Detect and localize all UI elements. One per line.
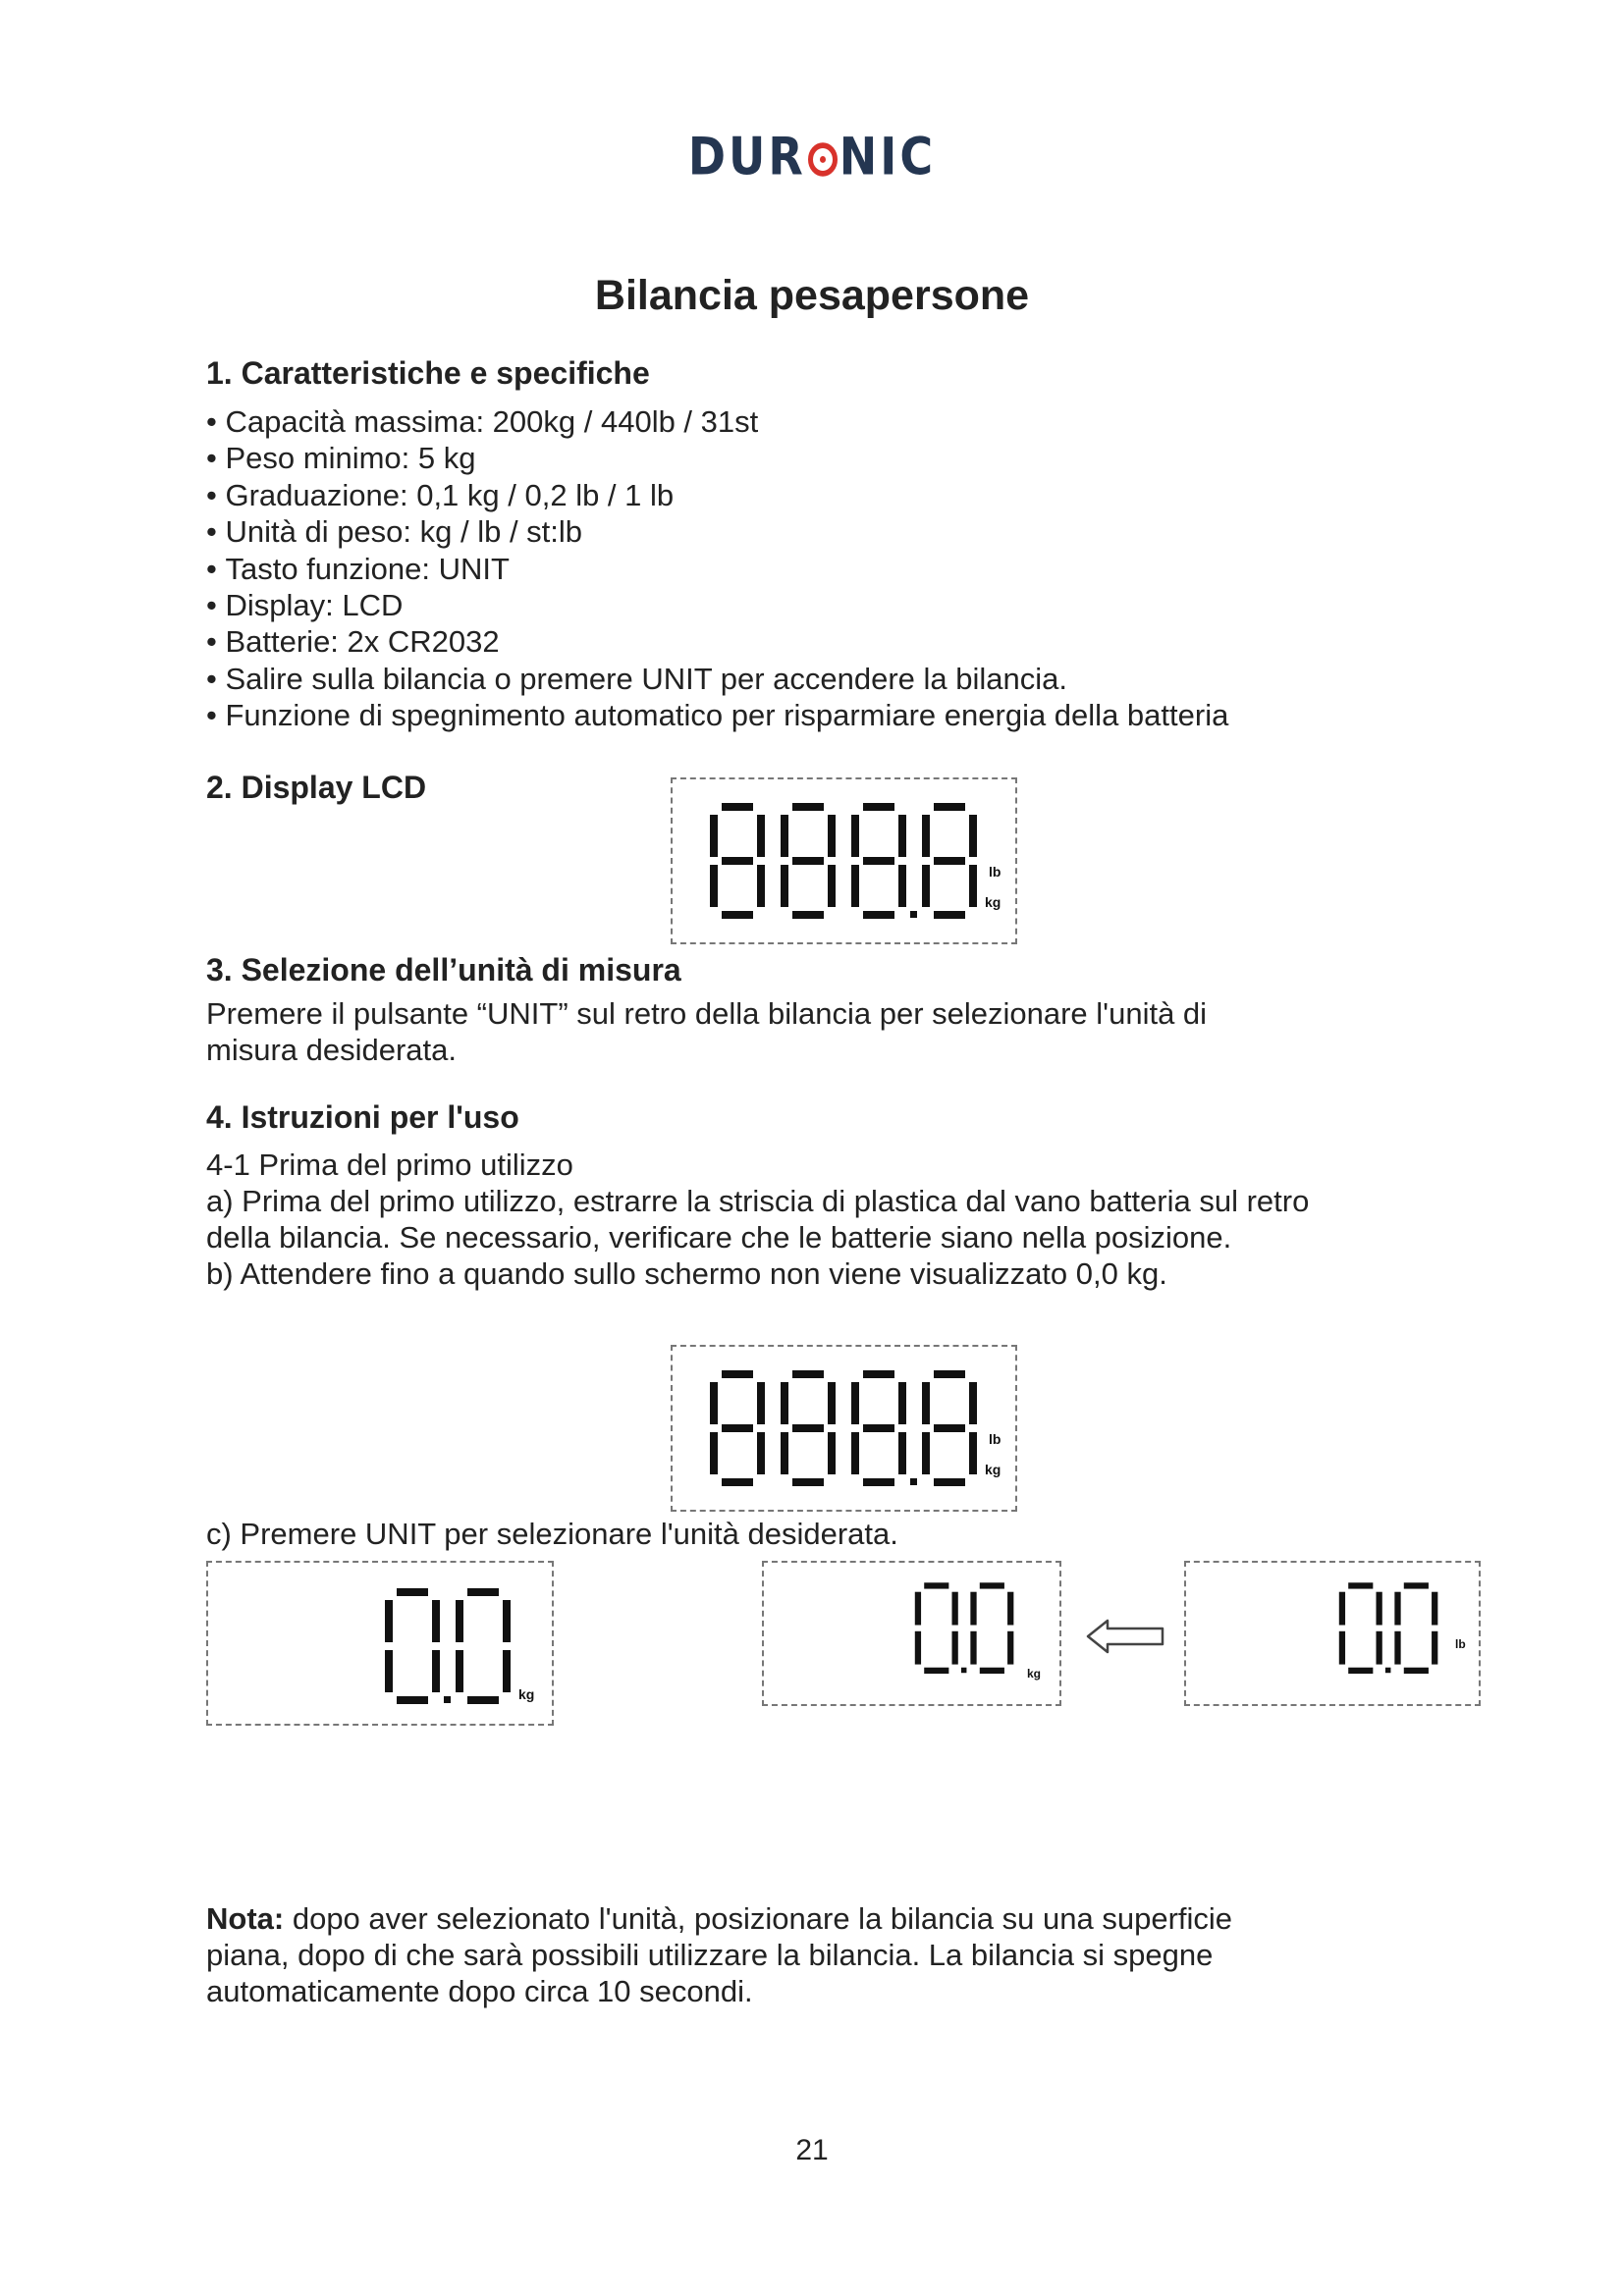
lcd-segment <box>851 815 859 857</box>
note-text: piana, dopo di che sarà possibili utilizzare la bilancia. La bilancia si spegne <box>206 1938 1214 1972</box>
lcd-segment <box>898 1432 906 1474</box>
lcd-segment <box>1394 1592 1400 1626</box>
lcd-segment <box>710 865 718 907</box>
power-ring-icon <box>808 142 838 177</box>
lcd-segment <box>1394 1631 1400 1665</box>
lcd-segment <box>915 1592 921 1626</box>
lcd-segment <box>851 1432 859 1474</box>
brand-logo-left: DUR <box>687 125 806 187</box>
lcd-segment <box>898 815 906 857</box>
lcd-segment <box>828 1382 836 1424</box>
lcd-digits <box>1333 1576 1451 1684</box>
subheading: 4-1 Prima del primo utilizzo <box>206 1148 573 1182</box>
spec-item: • Graduazione: 0,1 kg / 0,2 lb / 1 lb <box>206 477 1228 513</box>
lcd-segment <box>792 1478 824 1486</box>
page-title: Bilancia pesapersone <box>594 272 1030 319</box>
lcd-segment <box>397 1588 428 1596</box>
lcd-segment <box>1404 1668 1429 1674</box>
text-line: misura desiderata. <box>206 1033 458 1067</box>
lcd-segment <box>1432 1631 1437 1665</box>
spec-item: • Unità di peso: kg / lb / st:lb <box>206 513 1228 550</box>
note-text: automaticamente dopo circa 10 secondi. <box>206 1974 753 2008</box>
section-4-heading: 4. Istruzioni per l'uso <box>206 1099 519 1135</box>
lcd-segment <box>828 1432 836 1474</box>
lcd-segment <box>710 1432 718 1474</box>
lcd-digits <box>704 1362 989 1500</box>
lcd-segment <box>503 1600 511 1642</box>
lcd-segment <box>863 803 894 811</box>
spec-item: • Salire sulla bilancia o premere UNIT per accendere la bilancia. <box>206 661 1228 697</box>
lcd-segment <box>1348 1582 1373 1588</box>
spec-item: • Capacità massima: 200kg / 440lb / 31st <box>206 403 1228 440</box>
section-1-heading: 1. Caratteristiche e specifiche <box>206 355 650 391</box>
lcd-segment <box>792 857 824 865</box>
unit-label-kg: kg <box>518 1686 535 1702</box>
lcd-segment <box>1007 1631 1013 1665</box>
section-4-text <box>206 1147 1309 1292</box>
lcd-segment <box>828 815 836 857</box>
text-line: della bilancia. Se necessario, verificare che le batterie siano nella posizione. <box>206 1220 1232 1255</box>
lcd-segment <box>503 1650 511 1692</box>
lcd-segment <box>915 1631 921 1665</box>
lcd-segment <box>969 865 977 907</box>
lcd-decimal-point <box>910 1478 917 1485</box>
lcd-segment <box>722 803 753 811</box>
unit-label-kg: kg <box>985 894 1001 910</box>
lcd-decimal-point <box>1385 1668 1391 1674</box>
lcd-display-zero-lb <box>1184 1561 1481 1706</box>
spec-list <box>206 403 1228 734</box>
lcd-segment <box>952 1631 958 1665</box>
lcd-segment <box>1377 1592 1382 1626</box>
unit-label-kg: kg <box>985 1462 1001 1477</box>
lcd-segment <box>980 1582 1004 1588</box>
unit-label-lb: lb <box>989 1431 1001 1447</box>
lcd-segment <box>898 865 906 907</box>
lcd-segment <box>952 1592 958 1626</box>
note-paragraph <box>206 1900 1232 2009</box>
lcd-segment <box>432 1650 440 1692</box>
lcd-segment <box>924 1668 948 1674</box>
lcd-segment <box>757 1382 765 1424</box>
lcd-segment <box>781 1432 788 1474</box>
text-line: a) Prima del primo utilizzo, estrarre la striscia di plastica dal vano batteria sul retro <box>206 1184 1310 1218</box>
lcd-segment <box>792 1424 824 1432</box>
lcd-segment <box>385 1650 393 1692</box>
section-3-text <box>206 995 1207 1068</box>
lcd-segment <box>757 865 765 907</box>
text-line: b) Attendere fino a quando sullo schermo non viene visualizzato 0,0 kg. <box>206 1256 1167 1291</box>
lcd-display-full <box>671 777 1017 944</box>
lcd-decimal-point <box>910 911 917 918</box>
lcd-segment <box>924 1582 948 1588</box>
lcd-display-zero-kg-2 <box>762 1561 1061 1706</box>
note-label: Nota: <box>206 1901 285 1936</box>
lcd-segment <box>922 815 930 857</box>
spec-item: • Display: LCD <box>206 587 1228 623</box>
lcd-segment <box>432 1600 440 1642</box>
lcd-segment <box>467 1588 499 1596</box>
lcd-segment <box>934 803 965 811</box>
text-line: Premere il pulsante “UNIT” sul retro della bilancia per selezionare l'unità di <box>206 996 1208 1031</box>
lcd-segment <box>934 1370 965 1378</box>
lcd-segment <box>898 1382 906 1424</box>
lcd-segment <box>722 857 753 865</box>
lcd-segment <box>934 911 965 919</box>
lcd-segment <box>456 1650 463 1692</box>
lcd-segment <box>757 1432 765 1474</box>
lcd-segment <box>710 1382 718 1424</box>
lcd-segment <box>781 815 788 857</box>
lcd-segment <box>722 1478 753 1486</box>
spec-item: • Peso minimo: 5 kg <box>206 440 1228 476</box>
lcd-segment <box>922 1382 930 1424</box>
lcd-segment <box>851 865 859 907</box>
lcd-segment <box>467 1696 499 1704</box>
lcd-display-full-2 <box>671 1345 1017 1512</box>
lcd-segment <box>1377 1631 1382 1665</box>
brand-logo-right: NIC <box>839 125 937 187</box>
lcd-decimal-point <box>444 1696 451 1703</box>
lcd-segment <box>1348 1668 1373 1674</box>
lcd-segment <box>980 1668 1004 1674</box>
spec-item: • Funzione di spegnimento automatico per risparmiare energia della batteria <box>206 697 1228 733</box>
lcd-digits <box>909 1576 1027 1684</box>
brand-logo <box>0 126 1624 187</box>
unit-label-kg: kg <box>1027 1667 1042 1681</box>
lcd-segment <box>970 1592 976 1626</box>
lcd-segment <box>934 1478 965 1486</box>
section-3-heading: 3. Selezione dell’unità di misura <box>206 952 681 988</box>
lcd-segment <box>792 803 824 811</box>
lcd-display-zero-kg <box>206 1561 554 1726</box>
lcd-segment <box>1339 1631 1345 1665</box>
lcd-segment <box>922 1432 930 1474</box>
lcd-segment <box>863 857 894 865</box>
lcd-decimal-point <box>961 1668 967 1674</box>
lcd-digits <box>379 1580 526 1718</box>
lcd-segment <box>710 815 718 857</box>
lcd-segment <box>969 1432 977 1474</box>
lcd-segment <box>397 1696 428 1704</box>
lcd-segment <box>385 1600 393 1642</box>
lcd-segment <box>970 1631 976 1665</box>
spec-item: • Tasto funzione: UNIT <box>206 551 1228 587</box>
lcd-segment <box>863 911 894 919</box>
page-number: 21 <box>795 2134 829 2166</box>
lcd-segment <box>934 857 965 865</box>
lcd-segment <box>828 865 836 907</box>
lcd-segment <box>969 1382 977 1424</box>
lcd-segment <box>1404 1582 1429 1588</box>
lcd-segment <box>1007 1592 1013 1626</box>
lcd-segment <box>722 911 753 919</box>
lcd-segment <box>863 1370 894 1378</box>
lcd-segment <box>781 1382 788 1424</box>
lcd-segment <box>969 815 977 857</box>
lcd-segment <box>1339 1592 1345 1626</box>
lcd-segment <box>792 1370 824 1378</box>
lcd-segment <box>851 1382 859 1424</box>
lcd-segment <box>722 1370 753 1378</box>
spec-item: • Batterie: 2x CR2032 <box>206 623 1228 660</box>
note-text: dopo aver selezionato l'unità, posizionare la bilancia su una superficie <box>284 1901 1233 1936</box>
section-2-heading: 2. Display LCD <box>206 770 427 805</box>
lcd-segment <box>792 911 824 919</box>
lcd-segment <box>863 1424 894 1432</box>
lcd-segment <box>934 1424 965 1432</box>
lcd-segment <box>781 865 788 907</box>
lcd-digits <box>704 795 989 933</box>
lcd-segment <box>456 1600 463 1642</box>
lcd-segment <box>757 815 765 857</box>
lcd-segment <box>922 865 930 907</box>
step-c-text: c) Premere UNIT per selezionare l'unità desiderata. <box>206 1517 898 1551</box>
lcd-segment <box>722 1424 753 1432</box>
arrow-left-icon <box>1086 1617 1166 1656</box>
lcd-segment <box>1432 1592 1437 1626</box>
unit-label-lb: lb <box>1455 1637 1466 1651</box>
unit-label-lb: lb <box>989 864 1001 880</box>
lcd-segment <box>863 1478 894 1486</box>
